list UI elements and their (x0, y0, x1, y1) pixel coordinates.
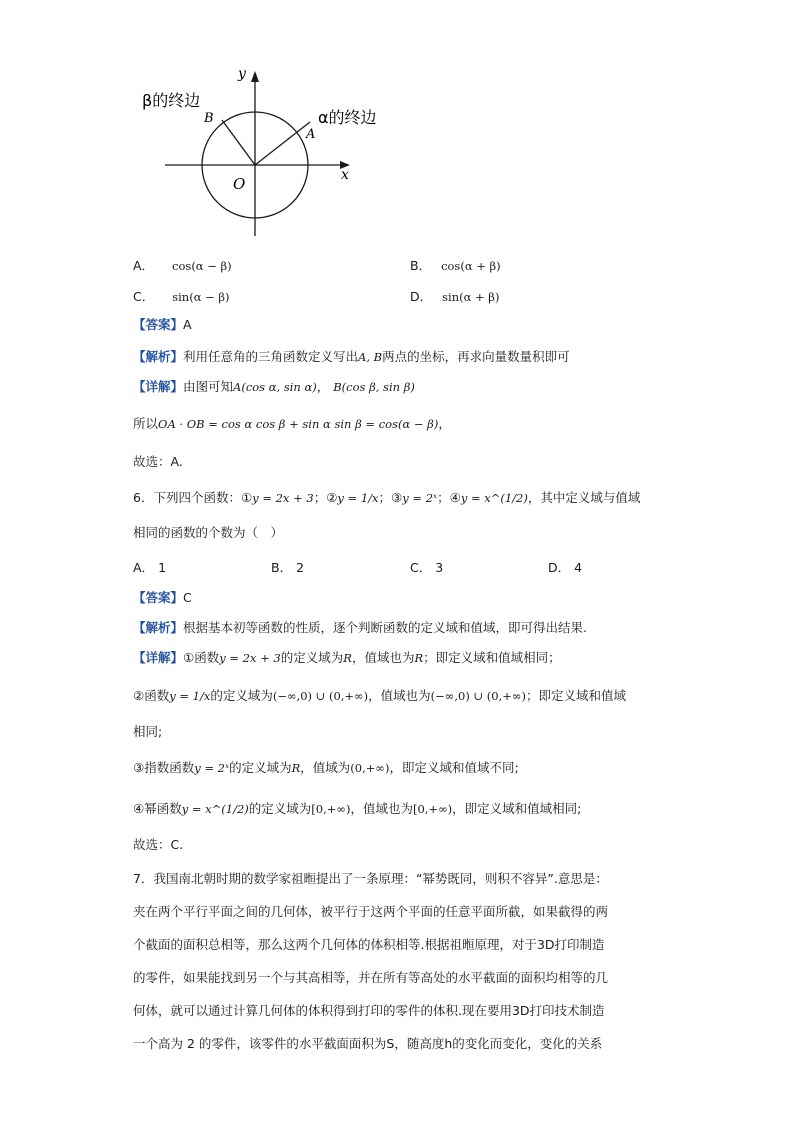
q7-line: 何体，就可以通过计算几何体的体积得到打印的零件的体积.现在要用3D打印技术制造 (133, 1003, 605, 1018)
q6-detail-1: 【详解】①函数y = 2x + 3的定义域为R，值域也为R；即定义域和值域相同； (133, 650, 561, 665)
q6-option-c: C． 3 (410, 560, 444, 575)
q5-option-d: D． sin(α + β) (410, 289, 500, 304)
y-axis-label: y (238, 66, 246, 82)
alpha-terminal-side (255, 122, 310, 165)
point-b-label: B (204, 111, 214, 126)
q5-analysis: 【解析】利用任意角的三角函数定义写出A, B两点的坐标，再求向量数量积即可 (133, 349, 570, 364)
q5-answer: 【答案】A (133, 317, 192, 332)
q5-conclusion: 故选：A. (133, 454, 183, 469)
q6-conclusion: 故选：C. (133, 837, 184, 852)
q7-line: 一个高为 2 的零件，该零件的水平截面面积为S，随高度h的变化而变化，变化的关系 (133, 1036, 603, 1051)
q5-dot-product: 所以OA · OB = cos α cos β + sin α sin β = cos(α − β)， (133, 416, 451, 431)
q6-analysis: 【解析】根据基本初等函数的性质，逐个判断函数的定义域和值域，即可得出结果. (133, 620, 587, 635)
point-a-label: A (306, 127, 316, 142)
y-axis-arrow (251, 71, 259, 82)
q7-line: 7．我国南北朝时期的数学家祖暅提出了一条原理：“幂势既同，则积不容异”.意思是： (133, 871, 608, 886)
q6-detail-4: ④幂函数y = x^(1/2)的定义域为[0,+∞)，值域也为[0,+∞)，即定义域和值域相同; (133, 801, 582, 816)
q6-answer: 【答案】C (133, 590, 192, 605)
q5-option-b: B． cos(α + β) (410, 258, 501, 273)
q7-line: 夹在两个平行平面之间的几何体，被平行于这两个平面的任意平面所截，如果截得的两 (133, 904, 609, 919)
q6-option-b: B． 2 (271, 560, 305, 575)
unit-circle-figure (130, 58, 420, 243)
q6-stem-line2: 相同的函数的个数为（ ） (133, 525, 284, 540)
x-axis-label: x (341, 167, 349, 183)
q7-line: 个截面的面积总相等，那么这两个几何体的体积相等.根据祖暅原理，对于3D打印制造 (133, 937, 605, 952)
q6-option-d: D． 4 (548, 560, 583, 575)
q6-detail-2: ②函数y = 1/x的定义域为(−∞,0) ∪ (0,+∞)，值域也为(−∞,0) ∪ (0,+∞)；即定义域和值域 (133, 688, 626, 703)
origin-label: O (233, 175, 246, 193)
q5-option-c: C． sin(α − β) (133, 289, 230, 304)
q6-detail-2-cont: 相同; (133, 724, 163, 739)
beta-terminal-label: β的终边 (142, 91, 201, 110)
q7-line: 的零件，如果能找到另一个与其高相等，并在所有等高处的水平截面的面积均相等的几 (133, 970, 609, 985)
q5-option-a: A． cos(α − β) (133, 258, 232, 273)
q6-detail-3: ③指数函数y = 2ˣ的定义域为R，值域为(0,+∞)，即定义域和值域不同; (133, 760, 519, 775)
alpha-terminal-label: α的终边 (318, 108, 377, 127)
q5-detail: 【详解】由图可知A(cos α, sin α)， B(cos β, sin β) (133, 379, 415, 394)
q7-stem (133, 862, 663, 1060)
q6-option-a: A． 1 (133, 560, 167, 575)
q6-stem-line1: 6．下列四个函数：①y = 2x + 3；②y = 1/x；③y = 2ˣ；④y = x^(1/2)，其中定义域与值域 (133, 490, 641, 505)
beta-terminal-side (222, 120, 255, 165)
